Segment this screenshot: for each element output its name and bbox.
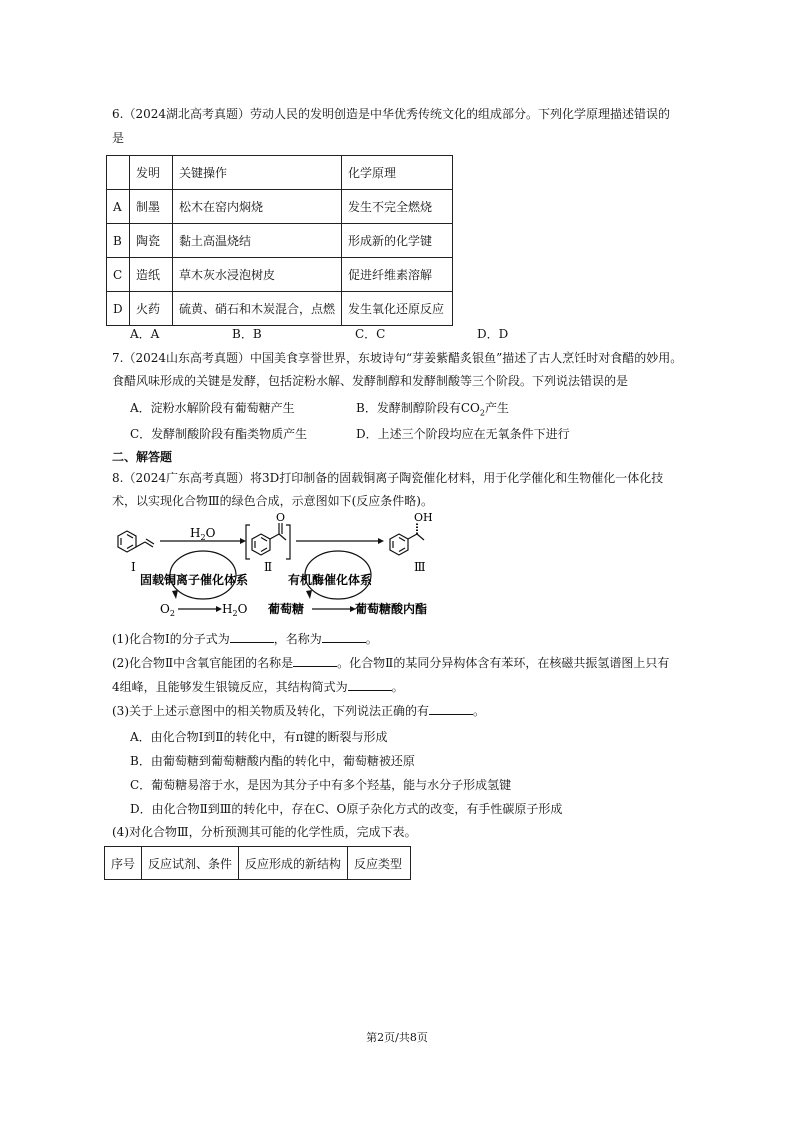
table-row xyxy=(105,847,411,880)
q8-part3-text: (3)关于上述示意图中的相关物质及转化，下列说法正确的有 xyxy=(112,704,430,718)
q8-part2-text-d: 。 xyxy=(391,680,404,694)
table-header: 反应形成的新结构 xyxy=(239,847,348,880)
q8-part1-text-c: 。 xyxy=(365,632,378,646)
section-title: 二、解答题 xyxy=(112,450,173,464)
q6-option-b: B．B xyxy=(232,327,262,341)
q7-stem-line2: 食醋风味形成的关键是发酵，包括淀粉水解、发酵制醇和发酵制酸等三个阶段。下列说法错误的是 xyxy=(112,374,629,388)
table-cell: 黏土高温烧结 xyxy=(173,224,342,258)
answer-blank[interactable] xyxy=(348,679,392,691)
q6-table xyxy=(106,155,453,326)
q8-part3-end: 。 xyxy=(473,704,486,718)
arrow-head xyxy=(172,590,178,599)
table-header: 发明 xyxy=(130,156,173,190)
compound-iii-label: Ⅲ xyxy=(414,560,426,574)
q8-part2-cont xyxy=(112,679,404,695)
arrow-head xyxy=(306,590,312,599)
table-cell: A xyxy=(107,190,130,224)
q7-option-a: A．淀粉水解阶段有葡萄糖产生 xyxy=(130,401,295,415)
table-cell: 发生氧化还原反应 xyxy=(342,292,453,326)
table-header: 化学原理 xyxy=(342,156,453,190)
q7-stem-line1: 7.（2024山东高考真题）中国美食享誉世界，东坡诗句“芽姜紫醋炙银鱼”描述了古人烹饪时对食醋的妙用。 xyxy=(112,351,683,365)
table-cell: 制墨 xyxy=(130,190,173,224)
arrow-head xyxy=(378,538,384,544)
q7-option-b xyxy=(356,399,509,417)
o2-label: $O_2$ xyxy=(160,602,175,618)
table-cell: 硫黄、硝石和木炭混合，点燃 xyxy=(173,292,342,326)
q8-part2-text-a: (2)化合物Ⅱ中含氧官能团的名称是 xyxy=(112,656,294,670)
answer-blank[interactable] xyxy=(322,631,366,643)
oxygen-atom: O xyxy=(276,511,286,524)
table-header: 序号 xyxy=(105,847,142,880)
q7-option-d: D．上述三个阶段均应在无氧条件下进行 xyxy=(356,427,570,441)
table-cell: 陶瓷 xyxy=(130,224,173,258)
table-header: 反应类型 xyxy=(348,847,411,880)
q8-part2 xyxy=(112,655,669,671)
answer-blank[interactable] xyxy=(230,631,274,643)
q8-part3-option-d: D．由化合物Ⅱ到Ⅲ的转化中，存在C、O原子杂化方式的改变，有手性碳原子形成 xyxy=(130,802,563,816)
compound-i-structure xyxy=(118,531,154,552)
q8-part3 xyxy=(112,703,485,719)
q8-part1 xyxy=(112,631,378,647)
hydroxyl-label: OH xyxy=(414,511,433,524)
q7-option-b-sub: 2 xyxy=(479,408,485,418)
q8-answer-table xyxy=(104,846,411,880)
q6-stem-line2: 是 xyxy=(112,131,125,145)
page-footer: 第2页/共8页 xyxy=(366,1031,428,1044)
q8-part2-text-b: 。化合物Ⅱ的某同分异构体含有苯环，在核磁共振氢谱图上只有 xyxy=(337,656,670,670)
table-header: 反应试剂、条件 xyxy=(142,847,239,880)
q6-option-c: C．C xyxy=(355,327,386,341)
q6-option-d: D．D xyxy=(477,327,509,341)
h2o-label: $H_2O$ xyxy=(222,602,248,618)
table-row xyxy=(107,258,453,292)
table-cell: C xyxy=(107,258,130,292)
table-cell: 发生不完全燃烧 xyxy=(342,190,453,224)
table-header: 关键操作 xyxy=(173,156,342,190)
table-cell: 草木灰水浸泡树皮 xyxy=(173,258,342,292)
q6-stem-line1: 6.（2024湖北高考真题）劳动人民的发明创造是中华优秀传统文化的组成部分。下列化学原理描述错误的 xyxy=(112,107,670,121)
table-cell: 松木在窑内焖烧 xyxy=(173,190,342,224)
q8-part3-option-c: C．葡萄糖易溶于水，是因为其分子中有多个羟基，能与水分子形成氢键 xyxy=(130,778,512,792)
table-cell: B xyxy=(107,224,130,258)
compound-i-label: Ⅰ xyxy=(131,560,136,574)
table-row xyxy=(107,190,453,224)
table-cell xyxy=(107,156,130,190)
arrow-head xyxy=(240,538,246,544)
q7-option-b-post: 产生 xyxy=(484,401,509,415)
table-row xyxy=(107,156,453,190)
compound-iii-structure xyxy=(390,523,424,555)
answer-blank[interactable] xyxy=(429,703,473,715)
q8-part3-option-a: A．由化合物Ⅰ到Ⅱ的转化中，有π键的断裂与形成 xyxy=(130,730,388,744)
q7-option-b-text: B．发酵制醇阶段有CO xyxy=(356,401,480,415)
q8-part3-option-b: B．由葡萄糖到葡萄糖酸内酯的转化中，葡萄糖被还原 xyxy=(130,754,415,768)
q8-part2-text-c: 4组峰，且能够发生银镜反应，其结构简式为 xyxy=(112,680,348,694)
glucose-label: 葡萄糖 xyxy=(268,602,305,616)
lactone-label: 葡萄糖酸内酯 xyxy=(355,602,428,616)
water-label: $H_2O$ xyxy=(190,526,216,542)
q6-option-a: A．A xyxy=(130,327,160,341)
table-cell: D xyxy=(107,292,130,326)
cat-system-1: 固载铜离子催化体系 xyxy=(140,573,249,587)
q8-part4: (4)对化合物Ⅲ，分析预测其可能的化学性质，完成下表。 xyxy=(112,825,417,839)
q8-part1-text-b: ，名称为 xyxy=(273,632,322,646)
answer-blank[interactable] xyxy=(293,655,337,667)
compound-ii-structure xyxy=(246,523,290,559)
table-cell: 促进纤维素溶解 xyxy=(342,258,453,292)
q7-option-c: C．发酵制酸阶段有酯类物质产生 xyxy=(130,427,308,441)
table-row xyxy=(107,292,453,326)
compound-ii-label: Ⅱ xyxy=(264,560,273,574)
table-cell: 造纸 xyxy=(130,258,173,292)
reaction-scheme xyxy=(0,509,794,624)
table-cell: 形成新的化学键 xyxy=(342,224,453,258)
q8-stem-line1: 8.（2024广东高考真题）将3D打印制备的固载铜离子陶瓷催化材料，用于化学催化和生物催化一体化技 xyxy=(112,471,664,485)
table-row xyxy=(107,224,453,258)
q8-part1-text-a: (1)化合物Ⅰ的分子式为 xyxy=(112,632,230,646)
table-cell: 火药 xyxy=(130,292,173,326)
cat-system-2: 有机酶催化体系 xyxy=(288,573,373,587)
q8-stem-line2: 术，以实现化合物Ⅲ的绿色合成，示意图如下(反应条件略)。 xyxy=(112,494,433,508)
